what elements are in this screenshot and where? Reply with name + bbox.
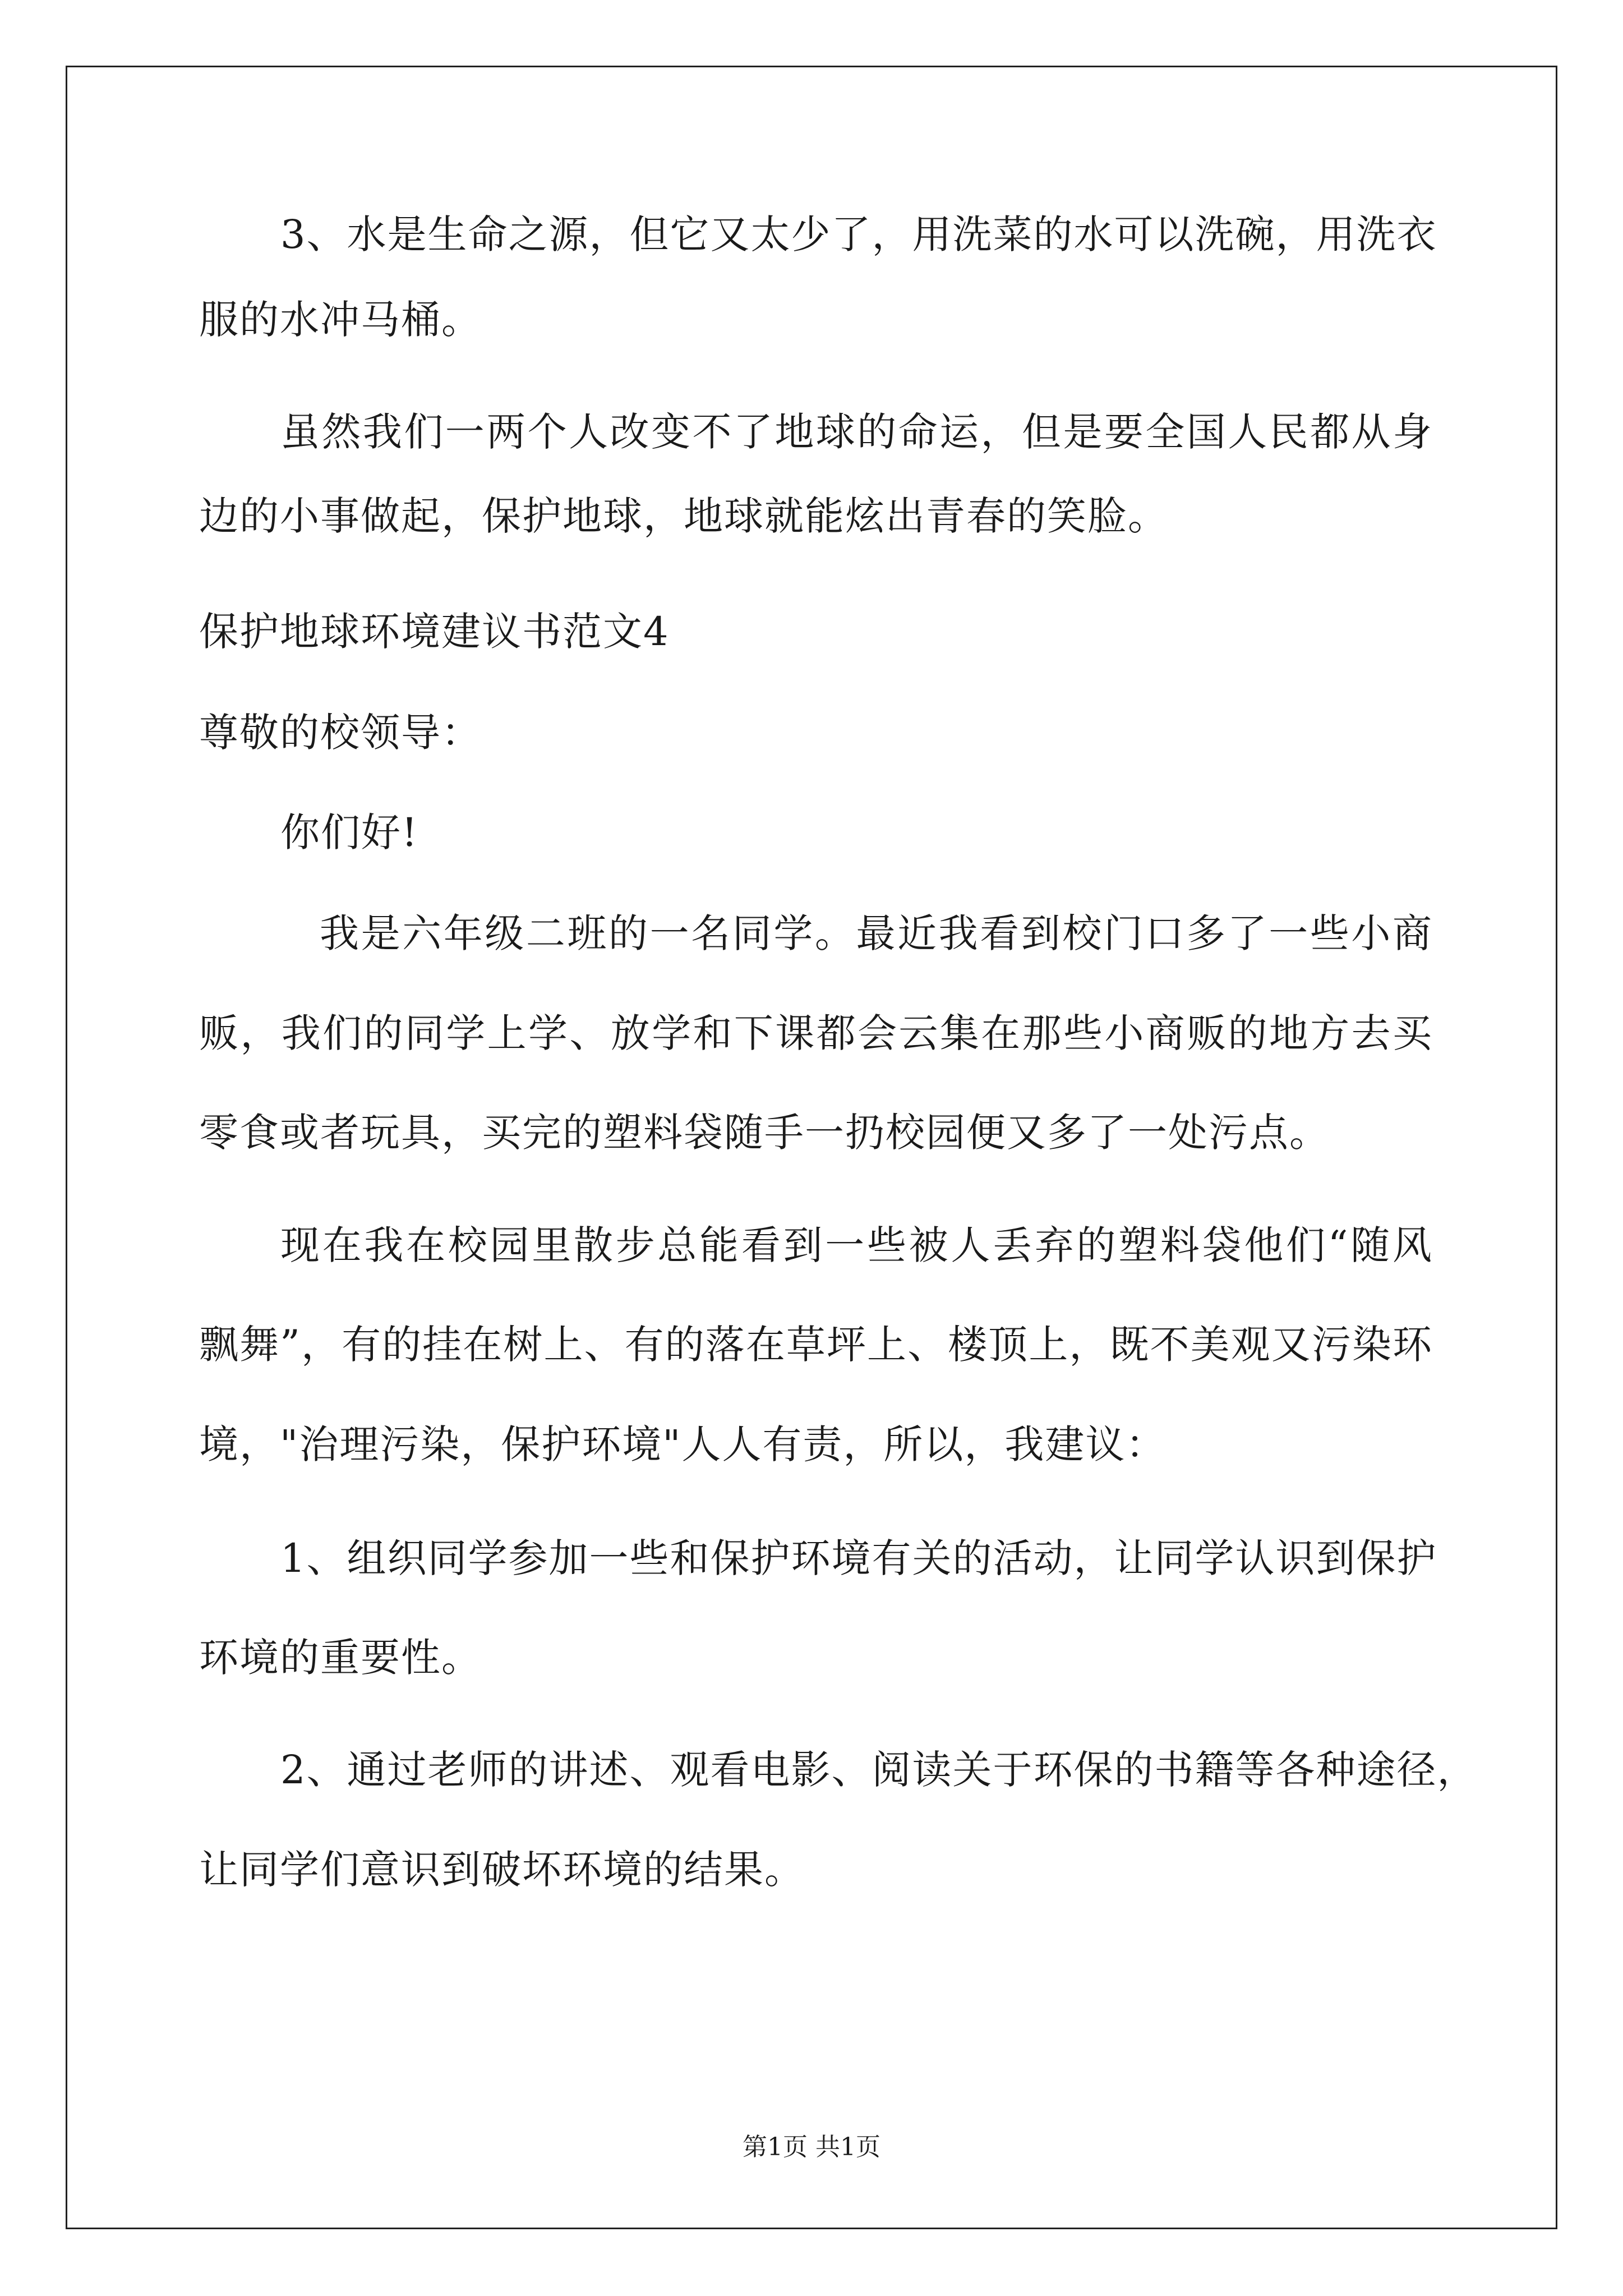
text-line: 飘舞”，有的挂在树上、有的落在草坪上、楼顶上，既不美观又污染环 — [199, 1322, 1433, 1368]
section-heading: 保护地球环境建议书范文4 — [199, 609, 670, 655]
list-item-line: 环境的重要性。 — [199, 1635, 482, 1681]
list-item-line: 1、组织同学参加一些和保护环境有关的活动，让同学认识到保护 — [280, 1535, 1437, 1581]
text-line: 服的水冲马桶。 — [199, 297, 482, 343]
page-footer: 第1页 共1页 — [743, 2133, 880, 2161]
text-line: 零食或者玩具，买完的塑料袋随手一扔校园便又多了一处污点。 — [199, 1110, 1330, 1156]
salutation: 尊敬的校领导： — [199, 710, 482, 756]
text-line: 境，"治理污染，保护环境"人人有责，所以，我建议： — [199, 1421, 1166, 1467]
text-line: 虽然我们一两个人改变不了地球的命运，但是要全国人民都从身 — [280, 409, 1433, 455]
text-line: 边的小事做起，保护地球，地球就能炫出青春的笑脸。 — [199, 493, 1168, 539]
text-line: 3、水是生命之源，但它又太少了，用洗菜的水可以洗碗，用洗衣 — [280, 211, 1437, 257]
text-line: 我是六年级二班的一名同学。最近我看到校门口多了一些小商 — [320, 910, 1433, 956]
list-item-line: 2、通过老师的讲述、观看电影、阅读关于环保的书籍等各种途径， — [280, 1747, 1478, 1793]
text-line: 贩，我们的同学上学、放学和下课都会云集在那些小商贩的地方去买 — [199, 1010, 1433, 1056]
text-line: 现在我在校园里散步总能看到一些被人丢弃的塑料袋他们“随风 — [280, 1222, 1433, 1268]
greeting: 你们好! — [280, 809, 419, 855]
list-item-line: 让同学们意识到破坏环境的结果。 — [199, 1847, 805, 1893]
